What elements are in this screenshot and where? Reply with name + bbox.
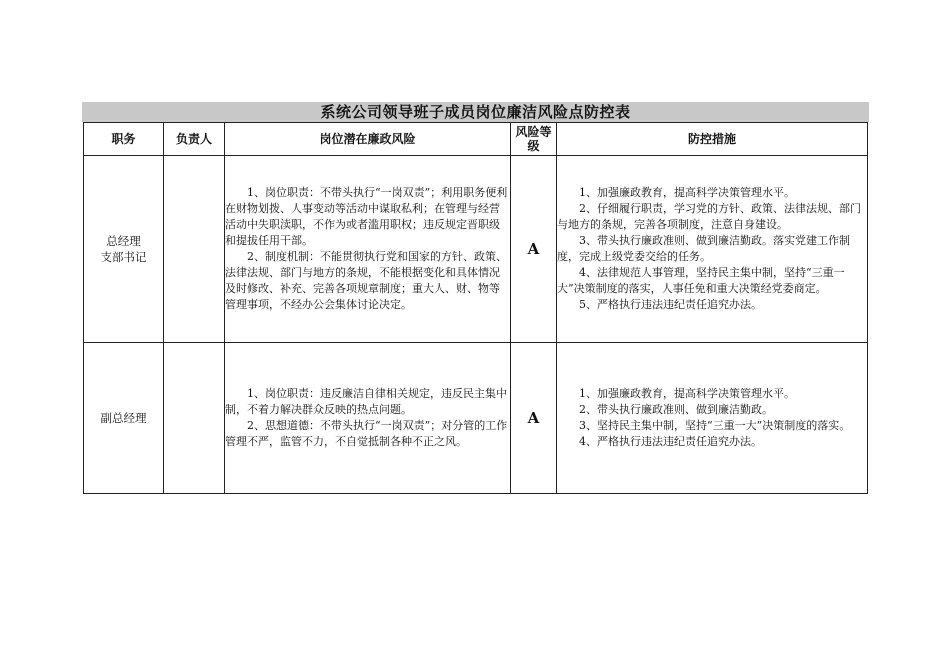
role-line: 副总经理 xyxy=(100,411,147,425)
header-role: 职务 xyxy=(84,123,164,156)
measure-item: 1、加强廉政教育，提高科学决策管理水平。 xyxy=(579,387,795,400)
owner-cell xyxy=(164,156,225,343)
header-owner: 负责人 xyxy=(164,123,225,156)
measure-item: 2、带头执行廉政准则、做到廉洁勤政。 xyxy=(579,403,773,416)
measures-cell xyxy=(557,156,868,343)
measure-item: 3、带头执行廉政准则、做到廉洁勤政。落实党建工作制度，完成上级党委交给的任务。 xyxy=(557,234,850,263)
measure-item: 4、法律规范人事管理，坚持民主集中制，坚持“三重一大”决策制度的落实，人事任免和重大决策经党委商定。 xyxy=(557,266,845,295)
role-line: 总经理 xyxy=(106,234,141,248)
risk-item: 2、制度机制：不能贯彻执行党和国家的方针、政策、法律法规、部门与地方的条规，不能根据变化和具体情况及时修改、补充、完善各项规章制度；重大人、财、物等管理事项，不经办公会集体讨论决定。 xyxy=(225,250,507,311)
risk-item: 2、思想道德：不带头执行“一岗双责”；对分管的工作管理不严，监管不力，不自觉抵制各种不正之风。 xyxy=(225,419,508,448)
header-level: 风险等级 xyxy=(511,123,557,156)
table-title: 系统公司领导班子成员岗位廉洁风险点防控表 xyxy=(82,102,869,122)
measure-item: 4、严格执行违法违纪责任追究办法。 xyxy=(579,435,762,448)
table-row xyxy=(84,343,868,494)
risk-level: A xyxy=(511,156,557,343)
risk-cell xyxy=(225,343,511,494)
header-risk: 岗位潜在廉政风险 xyxy=(225,123,511,156)
measure-item: 5、严格执行违法违纪责任追究办法。 xyxy=(579,298,762,311)
role-line: 支部书记 xyxy=(100,250,147,264)
table-row xyxy=(84,156,868,343)
measure-item: 2、仔细履行职责，学习党的方针、政策、法律法规、部门与地方的条规，完善各项制度，注意自身建设。 xyxy=(557,202,861,231)
risk-level: A xyxy=(511,343,557,494)
owner-cell xyxy=(164,343,225,494)
role-cell xyxy=(84,343,164,494)
measure-item: 1、加强廉政教育，提高科学决策管理水平。 xyxy=(579,186,795,199)
risk-control-table xyxy=(83,122,868,494)
measures-cell xyxy=(557,343,868,494)
risk-cell xyxy=(225,156,511,343)
header-row xyxy=(84,123,868,156)
measure-item: 3、坚持民主集中制，坚持“三重一大”决策制度的落实。 xyxy=(579,419,851,432)
risk-item: 1、岗位职责：违反廉洁自律相关规定，违反民主集中制，不着力解决群众反映的热点问题。 xyxy=(225,387,507,416)
role-cell xyxy=(84,156,164,343)
header-measures: 防控措施 xyxy=(557,123,868,156)
risk-item: 1、岗位职责：不带头执行“一岗双责”；利用职务便利在财物划拨、人事变动等活动中谋取私利；在管理与经营活动中失职渎职，不作为或者滥用职权；违反规定晋职级和提拔任用干部。 xyxy=(225,186,508,247)
